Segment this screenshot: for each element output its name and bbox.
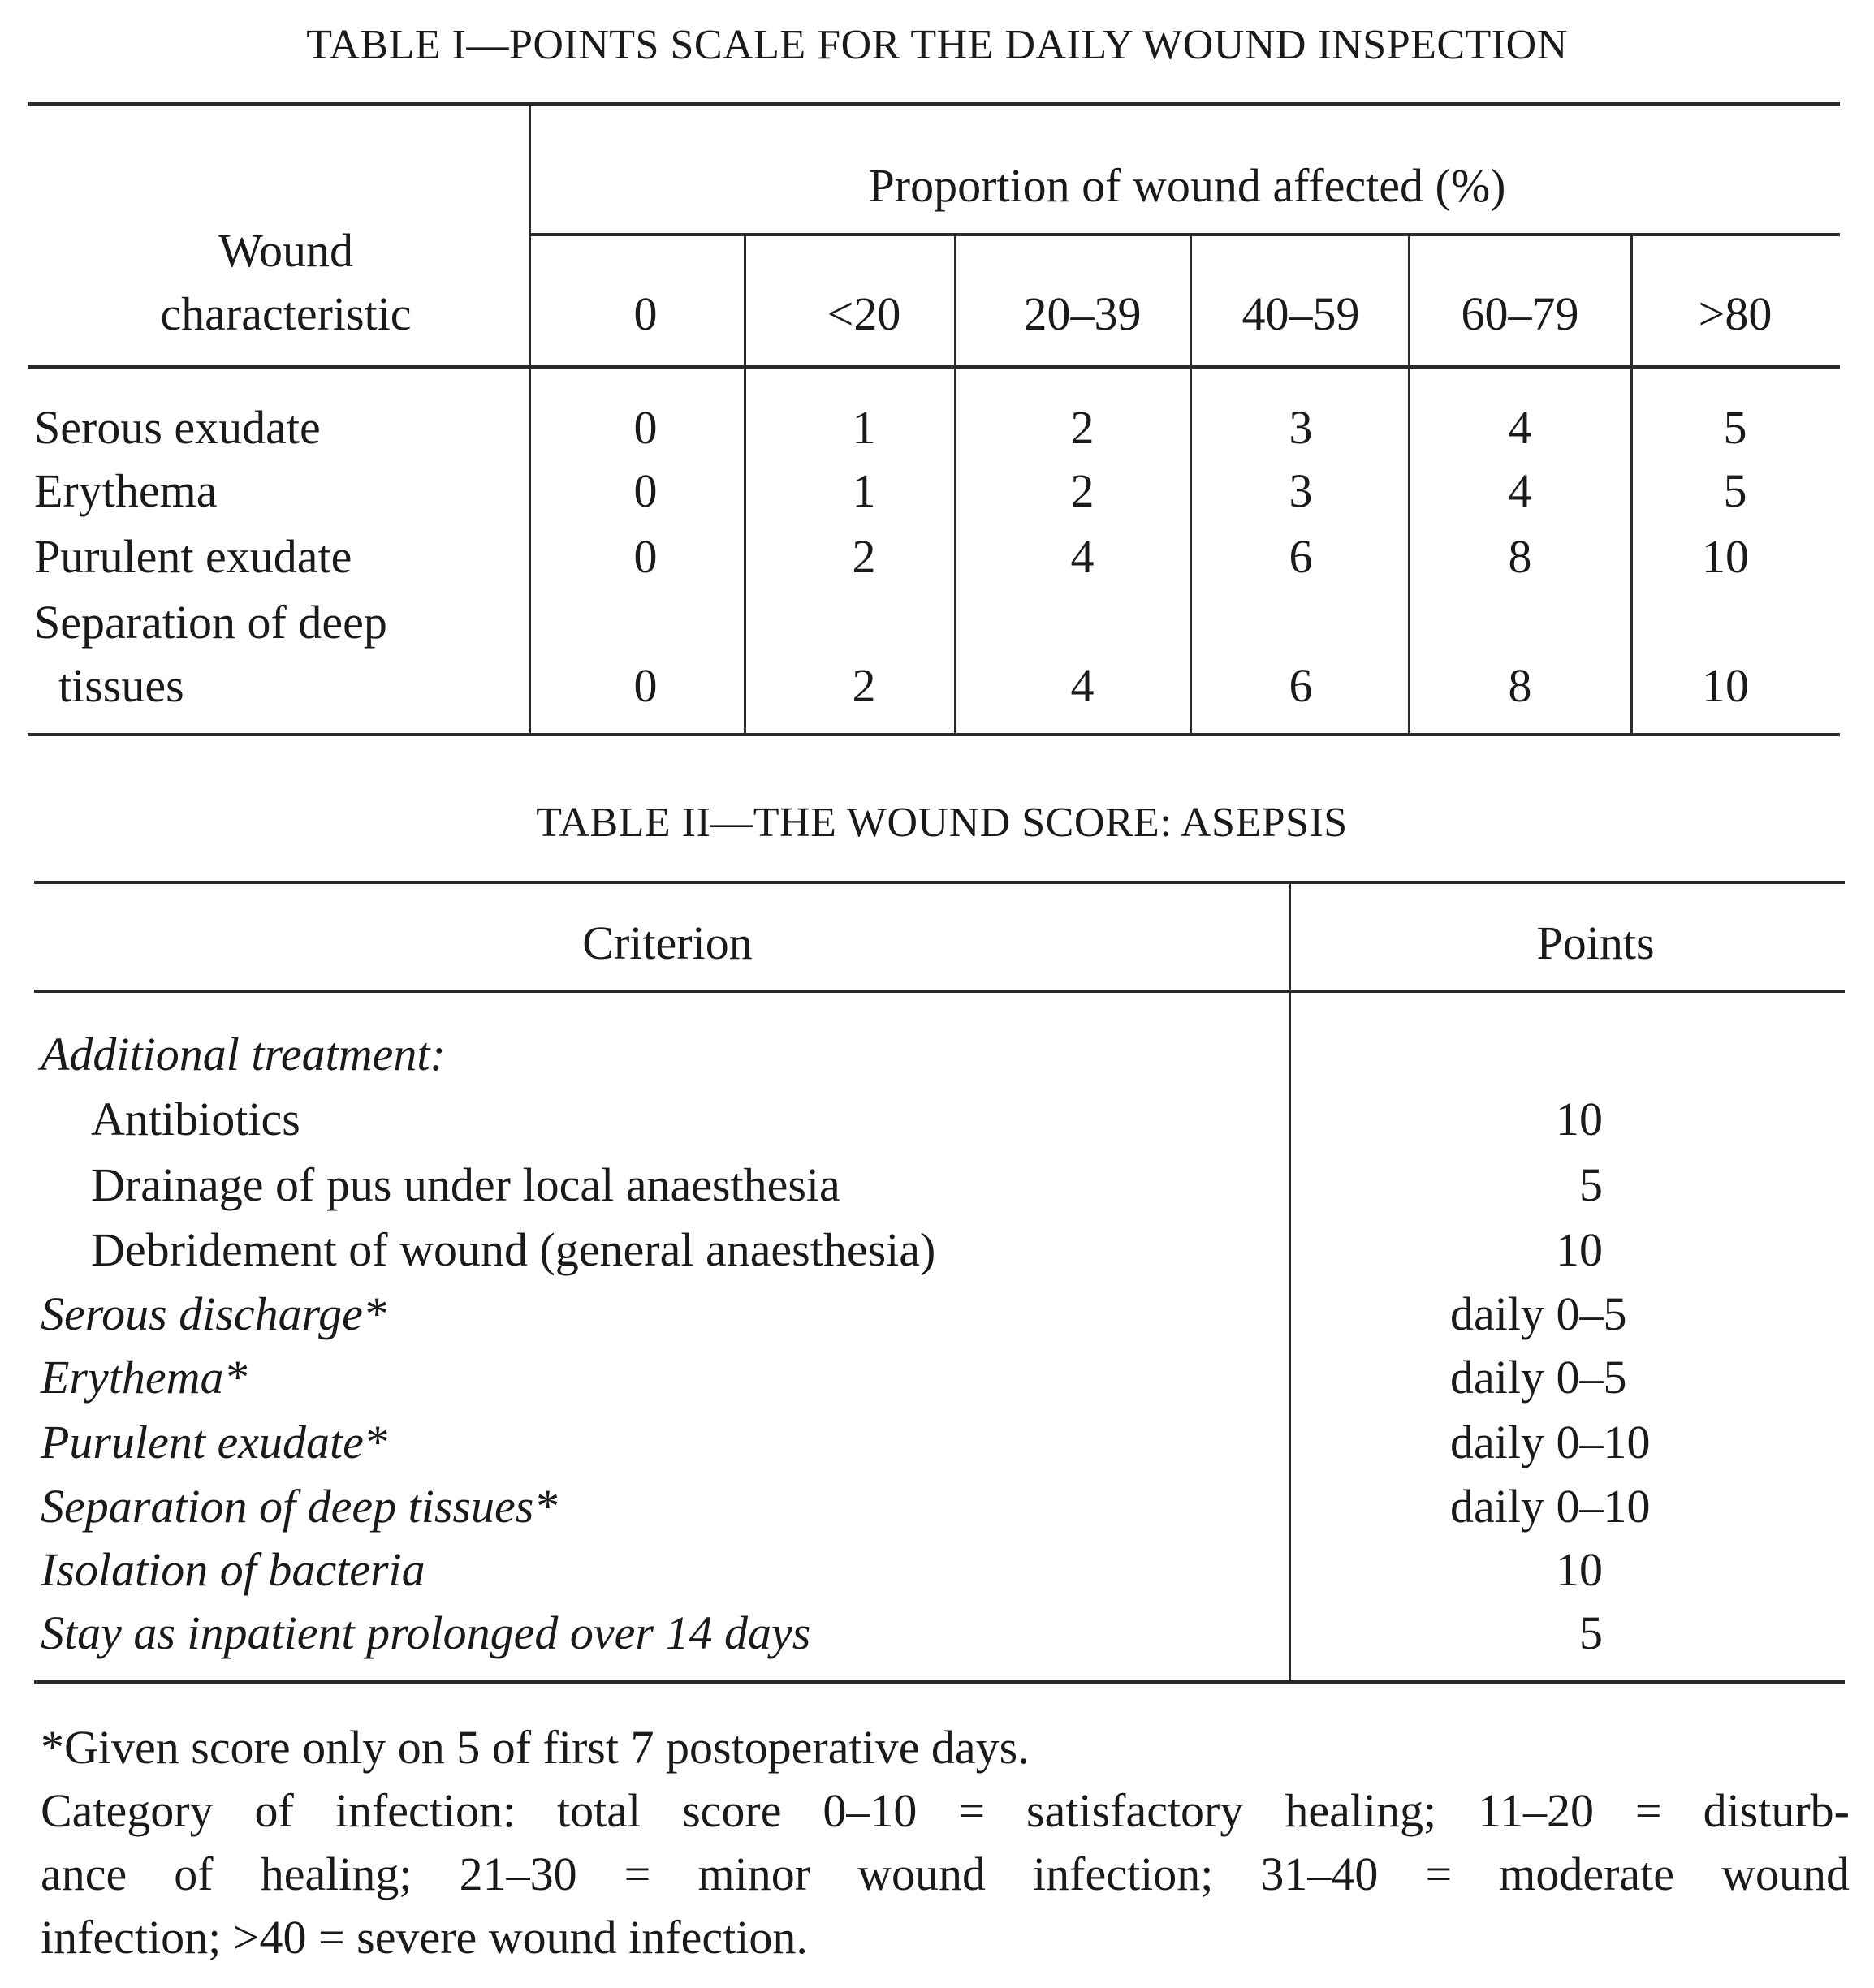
criterion-section-label: Additional treatment: (41, 1028, 446, 1080)
column-group-header: Proportion of wound affected (%) (868, 159, 1506, 212)
criterion: Serous discharge* (41, 1287, 386, 1340)
row-header-label: Wound (218, 224, 354, 277)
column-header: 20–39 (1023, 287, 1142, 340)
cell: 10 (1702, 659, 1749, 712)
cell: 1 (852, 401, 876, 454)
table1-row-header-divider (529, 104, 531, 735)
cell: 0 (633, 659, 658, 712)
cell: 10 (1702, 530, 1749, 583)
cell: 1 (852, 464, 876, 517)
cell: 5 (1723, 464, 1747, 517)
cell: 8 (1508, 530, 1532, 583)
points: daily 0–10 (1450, 1480, 1651, 1533)
criterion: Erythema* (41, 1351, 248, 1404)
cell: 2 (852, 659, 876, 712)
points: 10 (1556, 1223, 1603, 1276)
table1-col-divider (1630, 235, 1633, 735)
cell: 0 (633, 464, 658, 517)
row-label: tissues (58, 659, 184, 712)
cell: 5 (1723, 401, 1747, 454)
cell: 0 (633, 530, 658, 583)
category-footnote-line: ance of healing; 21–30 = minor wound infection; 31–40 = moderate wound (41, 1848, 1850, 1900)
cell: 2 (852, 530, 876, 583)
table2-top-rule (34, 881, 1845, 884)
cell: 8 (1508, 659, 1532, 712)
cell: 4 (1070, 659, 1095, 712)
points: 5 (1579, 1606, 1603, 1659)
criterion-header: Criterion (582, 916, 753, 969)
table1-title: TABLE I—POINTS SCALE FOR THE DAILY WOUND INSPECTION (306, 22, 1568, 68)
criterion: Stay as inpatient prolonged over 14 days (41, 1606, 811, 1659)
points: daily 0–5 (1450, 1351, 1627, 1404)
row-label: Erythema (34, 464, 218, 517)
column-header: >80 (1698, 287, 1773, 340)
cell: 6 (1289, 659, 1313, 712)
table1-top-rule (28, 102, 1840, 106)
table1-header-rule (28, 365, 1840, 369)
table1-col-divider (1408, 235, 1410, 735)
row-header-label: characteristic (160, 287, 412, 340)
points: daily 0–10 (1450, 1416, 1651, 1468)
column-header: 0 (633, 287, 658, 340)
column-header: 60–79 (1461, 287, 1579, 340)
points: 10 (1556, 1543, 1603, 1596)
category-footnote-line: Category of infection: total score 0–10 = satisfactory healing; 11–20 = disturb- (41, 1784, 1850, 1837)
table2-header-rule (34, 990, 1845, 993)
table1-col-divider (1190, 235, 1192, 735)
cell: 0 (633, 401, 658, 454)
criterion: Isolation of bacteria (41, 1543, 425, 1596)
table1-group-rule (529, 233, 1840, 236)
cell: 3 (1289, 464, 1313, 517)
points: daily 0–5 (1450, 1287, 1627, 1340)
criterion: Separation of deep tissues* (41, 1480, 558, 1533)
points: 10 (1556, 1093, 1603, 1145)
cell: 4 (1070, 530, 1095, 583)
row-label: Purulent exudate (34, 530, 352, 583)
points-header: Points (1536, 916, 1655, 969)
table1-bottom-rule (28, 733, 1840, 736)
cell: 2 (1070, 401, 1095, 454)
asterisk-footnote: *Given score only on 5 of first 7 postoperative days. (41, 1721, 1030, 1774)
criterion: Purulent exudate* (41, 1416, 387, 1468)
category-footnote-line: infection; >40 = severe wound infection. (41, 1911, 808, 1964)
points: 5 (1579, 1158, 1603, 1211)
column-header: 40–59 (1241, 287, 1360, 340)
table1-col-divider (744, 235, 746, 735)
cell: 2 (1070, 464, 1095, 517)
criterion: Antibiotics (91, 1093, 300, 1145)
cell: 4 (1508, 401, 1532, 454)
row-label: Separation of deep (34, 596, 387, 649)
table2-column-divider (1289, 882, 1291, 1682)
criterion: Debridement of wound (general anaesthesia) (91, 1223, 936, 1276)
column-header: <20 (827, 287, 901, 340)
cell: 6 (1289, 530, 1313, 583)
cell: 4 (1508, 464, 1532, 517)
row-label: Serous exudate (34, 401, 321, 454)
table1-col-divider (954, 235, 956, 735)
table2-bottom-rule (34, 1680, 1845, 1684)
criterion: Drainage of pus under local anaesthesia (91, 1158, 840, 1211)
table2-title: TABLE II—THE WOUND SCORE: ASEPSIS (536, 800, 1348, 846)
cell: 3 (1289, 401, 1313, 454)
